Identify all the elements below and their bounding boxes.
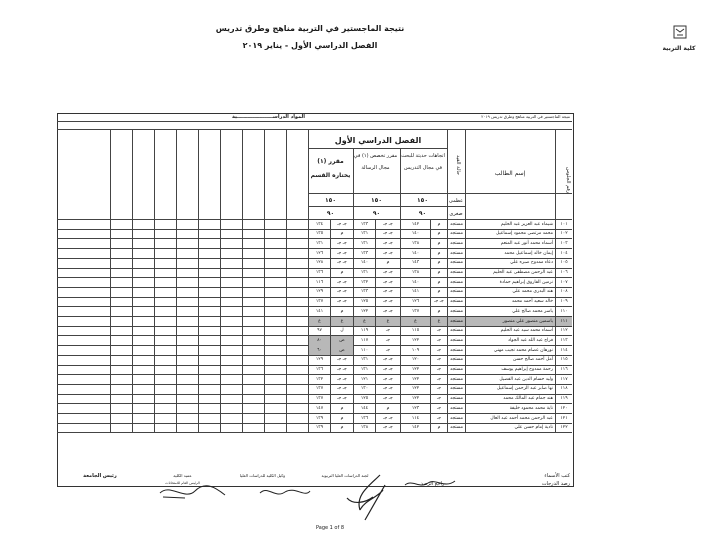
- min-value-course-3: ٩٠: [326, 210, 335, 217]
- course-1-score-cell: غ: [401, 317, 430, 327]
- course-3-grade-cell: م: [340, 308, 344, 314]
- max-label: عظمى: [448, 198, 464, 204]
- course-3-grade-cell: م: [340, 405, 344, 411]
- course-2-grade-cell: جـ جـ: [383, 386, 393, 392]
- course-3-score-cell: ١٣٩: [315, 425, 324, 431]
- course-2-score-cell: ١٤٠: [360, 260, 369, 266]
- course-2-grade-cell: جـ جـ: [383, 250, 393, 256]
- student-name-cell: نها صابر عبد الرحمن إسماعيل: [496, 386, 553, 392]
- college-name: كلية التربية: [662, 45, 696, 52]
- course-3-score-cell: ١٣١: [315, 240, 324, 246]
- course-1-grade-cell: غ: [431, 317, 447, 327]
- student-name-cell: أسماء محمد أنور عبد المنعم: [500, 240, 553, 246]
- course-1-grade-cell: م: [437, 425, 441, 431]
- max-value-course-1: ١٥٠: [417, 197, 428, 204]
- seat-number-cell: ١٠٢: [560, 231, 568, 237]
- seat-number-cell: ١١٧: [560, 376, 568, 382]
- course-2-grade-cell: جـ جـ: [383, 289, 393, 295]
- course-2-grade-cell: جـ جـ: [383, 299, 393, 305]
- course-2-grade-cell: جـ جـ: [383, 240, 393, 246]
- course-1-score-cell: ١٤٠: [411, 250, 420, 256]
- course-3-grade-cell: ل: [340, 328, 344, 334]
- status-cell: مستجد: [449, 357, 464, 363]
- course-2-score-cell: ١٣١: [360, 367, 369, 372]
- status-cell: مستجد: [449, 260, 464, 266]
- course-3-grade-cell: جـ جـ: [337, 240, 347, 246]
- seat-number-cell: ١٠٨: [560, 289, 568, 295]
- course-3-score-cell: ١٣٥: [315, 231, 324, 237]
- course-3-score-cell: ١٣٧: [315, 299, 324, 305]
- course-3-grade-cell: جـ جـ: [337, 279, 347, 285]
- handwritten-signature-4: [400, 475, 460, 495]
- course-2-grade-cell: جـ جـ: [383, 357, 393, 363]
- status-cell: مستجد: [449, 425, 464, 431]
- seat-number-cell: ١٢٠: [560, 405, 568, 411]
- seat-number-cell: ١٠٩: [560, 299, 568, 305]
- reviewer-label: راجع الرصد: [420, 481, 445, 487]
- course-2-grade-cell: جـ جـ: [383, 270, 393, 275]
- course-1-score-cell: ١٤٢: [411, 425, 420, 431]
- course-2-score-cell: ١٢٢: [360, 308, 369, 314]
- course-3-score-cell: غ: [309, 317, 330, 327]
- status-cell: مستجد: [449, 289, 464, 295]
- course-2-score-cell: ١٢١: [360, 376, 369, 382]
- course-1-grade-cell: م: [437, 231, 441, 237]
- course-2-score-cell: ١١٩: [360, 328, 369, 334]
- course-1-grade-cell: جـ جـ: [434, 299, 444, 305]
- writer-label: كتب الأسماء: [544, 473, 570, 479]
- student-name-cell: ياسمين منصور علي منصور: [466, 317, 555, 327]
- course-3-score-cell: ١٢٦: [315, 250, 324, 256]
- status-cell: مستجد: [449, 240, 464, 246]
- student-name-cell: هند جمام عبد المالك محمد: [503, 396, 553, 402]
- course-2-score-cell: ١١٧: [360, 337, 369, 343]
- status-cell: مستجد: [449, 396, 464, 402]
- course-1-score-cell: ١٢٢: [411, 396, 420, 402]
- course-2-grade-cell: م: [386, 405, 390, 411]
- seat-number-cell: ١١٢: [560, 328, 568, 334]
- min-label: صغرى: [449, 211, 463, 217]
- course-1-score-cell: ١٤١: [411, 289, 420, 295]
- student-name-cell: ياسر محمد صالح علي: [512, 308, 553, 314]
- status-cell: مستجد: [449, 386, 464, 392]
- course-2-grade-cell: جـ جـ: [383, 415, 393, 421]
- course-3-score-cell: ١٢٨: [315, 260, 324, 266]
- student-name-cell: وليد حسام الدين عبد الفضيل: [499, 376, 553, 382]
- seat-number-cell: ١٠١: [560, 221, 568, 227]
- student-name-cell: خالد سعيد أحمد محمد: [511, 299, 553, 305]
- student-name-cell: هند البدري محمد علي: [512, 289, 553, 295]
- course-1-grade-cell: م: [437, 279, 441, 285]
- course-1-score-cell: ١٤٠: [411, 231, 420, 237]
- course-2-grade-cell: جـ: [385, 328, 391, 334]
- course-3-score-cell: ٩٧: [317, 328, 322, 334]
- sheet-caption: نتيجة الماجستير في التربية مناهج وطرق تدريس ٢٠١٩: [481, 114, 570, 119]
- course-1-grade-cell: م: [437, 250, 441, 256]
- student-name-cell: إيمان خالد إسماعيل محمد: [504, 250, 553, 256]
- status-cell: مستجد: [449, 270, 464, 275]
- course-3-grade-cell: جـ جـ: [337, 386, 347, 392]
- status-cell: مستجد: [449, 347, 464, 353]
- seat-number-cell: ١٢٢: [560, 425, 568, 431]
- name-header: إسم الطالب: [494, 170, 526, 177]
- course-3-grade-cell: جـ جـ: [337, 260, 347, 266]
- seat-number-cell: ١١٩: [560, 396, 568, 402]
- course-2-score-cell: غ: [354, 317, 375, 327]
- seat-number-cell: ١١٨: [560, 386, 568, 392]
- course-1-grade-cell: م: [437, 240, 441, 246]
- course-3-score-cell: ٨٠: [309, 336, 330, 346]
- course-3-score-cell: ١٢٩: [315, 289, 324, 295]
- course-3-grade-cell: جـ جـ: [337, 299, 347, 305]
- course-2-grade-cell: م: [386, 260, 390, 266]
- course-1-grade-cell: جـ: [436, 367, 442, 372]
- university-head-label: رئيس الجامعة: [83, 473, 117, 479]
- course-3-score-cell: ١٣٢: [315, 376, 324, 382]
- max-value-course-3: ١٥٠: [325, 197, 336, 204]
- course-3-grade-cell: جـ جـ: [337, 396, 347, 402]
- page-title: نتيجة الماجستير في التربية مناهج وطرق تدريس: [215, 24, 405, 33]
- course-2-score-cell: ١٣١: [360, 357, 369, 363]
- course-3-grade-cell: م: [340, 270, 344, 275]
- course-3-score-cell: ١٣٤: [315, 221, 324, 227]
- course-2-score-cell: ١٣٨: [360, 425, 369, 431]
- seat-number-cell: ١٠٣: [560, 240, 568, 246]
- course-3-score-cell: ١٣٦: [315, 367, 324, 372]
- course-2-grade-cell: جـ جـ: [383, 425, 393, 431]
- course-1-grade-cell: م: [437, 260, 441, 266]
- course-3-header: مقرر (١) يختاره القسم: [310, 158, 351, 179]
- course-2-grade-cell: جـ: [385, 347, 391, 353]
- student-name-cell: عبد الرحمن مصطفى عبد الحليم: [493, 270, 553, 275]
- course-1-grade-cell: جـ: [436, 415, 442, 421]
- course-2-score-cell: ١٣٠: [360, 386, 369, 392]
- status-cell: مستجد: [448, 317, 465, 327]
- status-cell: مستجد: [449, 367, 464, 372]
- seat-number-cell: ١٢١: [560, 415, 568, 421]
- course-3-grade-cell: جـ جـ: [337, 221, 347, 227]
- student-name-cell: شيماء عبد العزيز عبد الحليم: [500, 221, 553, 227]
- course-2-score-cell: ١٢٥: [360, 396, 369, 402]
- status-cell: مستجد: [449, 308, 464, 314]
- status-cell: مستجد: [449, 299, 464, 305]
- head-left-label: الرئيس العام للامتحانات: [165, 481, 200, 485]
- course-1-score-cell: ١٢٦: [411, 299, 420, 305]
- course-2-grade-cell: جـ جـ: [383, 221, 393, 227]
- course-3-score-cell: ١٤١: [315, 308, 324, 314]
- course-2-score-cell: ١٣١: [360, 240, 369, 246]
- course-2-score-cell: ١١٠: [360, 347, 369, 353]
- seat-header: رقم الجلوس: [565, 166, 571, 194]
- page-number: Page 1 of 8: [315, 525, 345, 531]
- course-2-score-cell: ١٢٥: [360, 299, 369, 305]
- course-2-grade-cell: جـ جـ: [383, 308, 393, 314]
- course-1-score-cell: ١٣٧: [411, 308, 420, 314]
- course-2-score-cell: ١٣٣: [360, 289, 369, 295]
- course-1-score-cell: ١٢٢: [411, 367, 420, 372]
- course-2-score-cell: ١٣٦: [360, 415, 369, 421]
- status-cell: مستجد: [449, 337, 464, 343]
- min-value-course-1: ٩٠: [418, 210, 427, 217]
- status-cell: مستجد: [449, 415, 464, 421]
- course-3-score-cell: ١٤٧: [315, 405, 324, 411]
- student-name-cell: نورهان عصام محمد نجيب مهني: [493, 347, 553, 353]
- course-1-score-cell: ١٢٢: [411, 337, 420, 343]
- course-2-score-cell: ١٣١: [360, 270, 369, 275]
- status-header: حالة القيد: [455, 155, 461, 175]
- handwritten-signature-2: [250, 483, 330, 503]
- course-1-grade-cell: م: [437, 270, 441, 275]
- status-cell: مستجد: [449, 279, 464, 285]
- course-3-score-cell: ١٣٧: [315, 386, 324, 392]
- course-3-score-cell: ١١٦: [315, 279, 324, 285]
- seat-number-cell: ١١٦: [560, 367, 568, 372]
- course-1-score-cell: ١٢٢: [411, 376, 420, 382]
- course-1-grade-cell: جـ: [436, 386, 442, 392]
- student-name-cell: فراج عبد الله عبد الجواد: [508, 337, 553, 343]
- course-3-score-cell: ١٢٩: [315, 357, 324, 363]
- course-3-score-cell: ٦٠: [309, 346, 330, 356]
- course-1-grade-cell: جـ: [436, 337, 442, 343]
- course-3-grade-cell: جـ جـ: [337, 376, 347, 382]
- seat-number-cell: ١١٣: [560, 337, 568, 343]
- course-1-grade-cell: م: [437, 289, 441, 295]
- status-cell: مستجد: [449, 405, 464, 411]
- semester-label: الفصل الدراسي الأول: [334, 136, 422, 145]
- seat-number-cell: ١١٠: [560, 308, 568, 314]
- student-name-cell: عبد الرحمن محمد أحمد عبد العال: [490, 415, 553, 421]
- course-2-grade-cell: جـ جـ: [383, 231, 393, 237]
- course-1-grade-cell: جـ: [436, 396, 442, 402]
- seat-number-cell: ١٠٦: [560, 270, 568, 275]
- course-1-score-cell: ١٤٠: [411, 279, 420, 285]
- course-3-grade-cell: م: [340, 231, 344, 237]
- course-2-score-cell: ١٤٤: [360, 405, 369, 411]
- status-cell: مستجد: [449, 250, 464, 256]
- course-1-score-cell: ١٢٠: [411, 357, 420, 363]
- status-cell: مستجد: [449, 231, 464, 237]
- course-2-score-cell: ١٣٣: [360, 221, 369, 227]
- seat-number-cell: ١١٥: [560, 357, 568, 363]
- course-2-grade-cell: جـ جـ: [383, 396, 393, 402]
- seat-number-cell: ١٠٥: [560, 260, 568, 266]
- course-1-score-cell: ١٢٢: [411, 386, 420, 392]
- course-3-grade-cell: م: [340, 415, 344, 421]
- course-1-header: اتجاهات حديثة للبحث في مجال التدريس: [401, 153, 445, 171]
- course-3-grade-cell: جـ جـ: [337, 289, 347, 295]
- course-1-grade-cell: جـ: [436, 328, 442, 334]
- committee-label: لجنة الدراسات العليا التربوية: [321, 473, 369, 478]
- course-3-grade-cell: ض: [331, 336, 353, 346]
- course-2-score-cell: ١٣٢: [360, 279, 369, 285]
- course-1-grade-cell: م: [437, 308, 441, 314]
- student-name-cell: نرمين الفاروق إبراهيم حمادة: [499, 279, 553, 285]
- status-cell: مستجد: [449, 221, 464, 227]
- course-3-grade-cell: غ: [331, 317, 353, 327]
- course-2-grade-cell: غ: [376, 317, 400, 327]
- course-2-grade-cell: جـ: [385, 337, 391, 343]
- course-3-grade-cell: جـ جـ: [337, 357, 347, 363]
- course-1-score-cell: ١٤٢: [411, 221, 420, 227]
- student-name-cell: ناية محمد محمود خليفة: [509, 405, 553, 411]
- status-cell: مستجد: [449, 328, 464, 334]
- min-value-course-2: ٩٠: [372, 210, 381, 217]
- page-subtitle: الفصل الدراسي الأول - يناير ٢٠١٩: [242, 41, 378, 50]
- student-name-cell: أسماء محمد سيد عبد الحليم: [500, 328, 553, 334]
- student-name-cell: دعاء ممدوح صبره علي: [510, 260, 553, 266]
- seat-number-cell: ١٠٧: [560, 279, 568, 285]
- max-value-course-2: ١٥٠: [371, 197, 382, 204]
- student-name-cell: رحمة ممدوح إبراهيم يوسف: [501, 367, 553, 372]
- course-1-score-cell: ١٤٣: [411, 260, 420, 266]
- seat-number-cell: ١١٤: [560, 347, 568, 353]
- course-1-grade-cell: م: [437, 221, 441, 227]
- course-3-score-cell: ١٣٩: [315, 415, 324, 421]
- course-1-score-cell: ١٢٣: [411, 405, 420, 411]
- course-1-score-cell: ١٣٨: [411, 270, 420, 275]
- handwritten-signature-1: [155, 483, 235, 503]
- course-2-grade-cell: جـ جـ: [383, 279, 393, 285]
- course-3-grade-cell: جـ جـ: [337, 367, 347, 372]
- course-3-grade-cell: م: [340, 425, 344, 431]
- course-3-grade-cell: جـ جـ: [337, 250, 347, 256]
- course-2-score-cell: ١٣٣: [360, 250, 369, 256]
- course-1-score-cell: ١٠٩: [411, 347, 420, 353]
- materials-label: المواد الدراســـــــــــــــــــــية: [231, 114, 305, 120]
- course-3-score-cell: ١٣٧: [315, 396, 324, 402]
- course-3-score-cell: ١٣٦: [315, 270, 324, 275]
- student-name-cell: محمد مرتضى محمود إسماعيل: [495, 231, 553, 237]
- student-name-cell: أمل أحمد صالح حسن: [512, 357, 553, 363]
- course-1-score-cell: ١١٥: [411, 328, 420, 334]
- course-3-grade-cell: ض: [331, 346, 353, 356]
- seat-number-cell: ١٠٤: [560, 250, 568, 256]
- status-cell: مستجد: [449, 376, 464, 382]
- vice-dean-label: وكيل الكلية للدراسات العليا: [239, 473, 286, 478]
- student-name-cell: نادية إمام حسن علي: [514, 425, 553, 431]
- course-2-grade-cell: جـ جـ: [383, 376, 393, 382]
- dean-label: عميد الكلية: [173, 473, 192, 478]
- course-1-grade-cell: جـ: [436, 347, 442, 353]
- course-2-score-cell: ١٣١: [360, 231, 369, 237]
- course-2-grade-cell: جـ جـ: [383, 367, 393, 372]
- course-2-header: مقرر تخصص (١) في مجال الرسالة: [353, 153, 398, 171]
- course-1-grade-cell: جـ: [436, 376, 442, 382]
- recorder-label: رصد الدرجات: [541, 481, 570, 487]
- course-1-score-cell: ١٣٨: [411, 240, 420, 246]
- course-1-grade-cell: جـ: [436, 405, 442, 411]
- course-1-score-cell: ١١٤: [411, 415, 420, 421]
- course-1-grade-cell: جـ: [436, 357, 442, 363]
- seat-number-cell: ١١١: [556, 317, 572, 327]
